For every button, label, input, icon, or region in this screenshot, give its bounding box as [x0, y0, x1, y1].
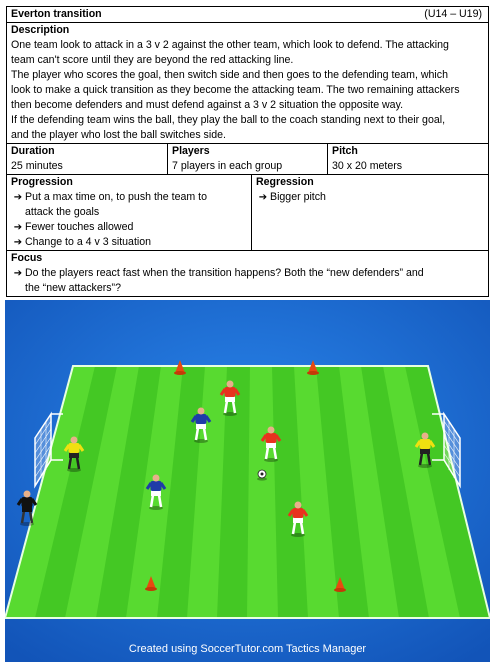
session-title: Everton transition: [11, 8, 102, 20]
ball: [257, 470, 267, 481]
focus-heading: Focus: [11, 252, 43, 264]
list-item: ➔ Bigger pitch: [256, 190, 484, 205]
pitch-diagram: [5, 300, 490, 662]
description-line: One team look to attack in a 3 v 2 against the other team, which look to defend. The attacking: [11, 39, 449, 51]
arrow-right-icon: ➔: [13, 222, 23, 233]
description-line: team can't score until they are beyond the red attacking line.: [11, 54, 294, 66]
progression-cell: [7, 175, 251, 250]
players-value: 7 players in each group: [172, 160, 283, 172]
duration-label: Duration: [11, 145, 55, 157]
age-group: (U14 – U19): [424, 8, 482, 20]
players-cell: [167, 144, 327, 174]
description-line: look to make a quick transition as they become the attacking team. The two remaining attackers: [11, 84, 460, 96]
description-line: and the player who lost the ball switches side.: [11, 129, 226, 141]
progression-heading: Progression: [11, 176, 73, 188]
list-item: ➔ Put a max time on, to push the team to: [11, 190, 247, 205]
players-label: Players: [172, 145, 210, 157]
arrow-right-icon: ➔: [13, 192, 23, 203]
description-line: If the defending team wins the ball, they play the ball to the coach standing next to their goal,: [11, 114, 446, 126]
description-line: then become defenders and must defend against a 3 v 2 situation the opposite way.: [11, 99, 404, 111]
title-row: [7, 7, 488, 23]
progression-row: [7, 175, 488, 251]
regression-heading: Regression: [256, 176, 314, 188]
description-line: The player who scores the goal, then switch side and then goes to the defending team, which: [11, 69, 448, 81]
duration-cell: [7, 144, 167, 174]
diagram-credit: Created using SoccerTutor.com Tactics Manager: [128, 643, 367, 655]
info-row: [7, 144, 488, 175]
arrow-right-icon: ➔: [258, 192, 268, 203]
description-heading: Description: [11, 24, 70, 36]
list-item: ➔ Fewer touches allowed: [11, 220, 247, 235]
pitch-value: 30 x 20 meters: [332, 160, 403, 172]
regression-cell: [251, 175, 488, 250]
description-section: [7, 23, 488, 144]
pitch-svg: [5, 300, 490, 662]
session-plan-table: [6, 6, 489, 297]
list-item-continuation: attack the goals: [25, 206, 100, 218]
list-item-continuation: the “new attackers”?: [25, 282, 121, 294]
arrow-right-icon: ➔: [13, 237, 23, 248]
arrow-right-icon: ➔: [13, 268, 23, 279]
pitch-cell: [327, 144, 488, 174]
list-item: ➔ Change to a 4 v 3 situation: [11, 235, 247, 250]
pitch-label: Pitch: [332, 145, 358, 157]
focus-section: [7, 251, 488, 296]
duration-value: 25 minutes: [11, 160, 63, 172]
list-item: ➔ Do the players react fast when the transition happens? Both the “new defenders” and: [11, 266, 484, 281]
